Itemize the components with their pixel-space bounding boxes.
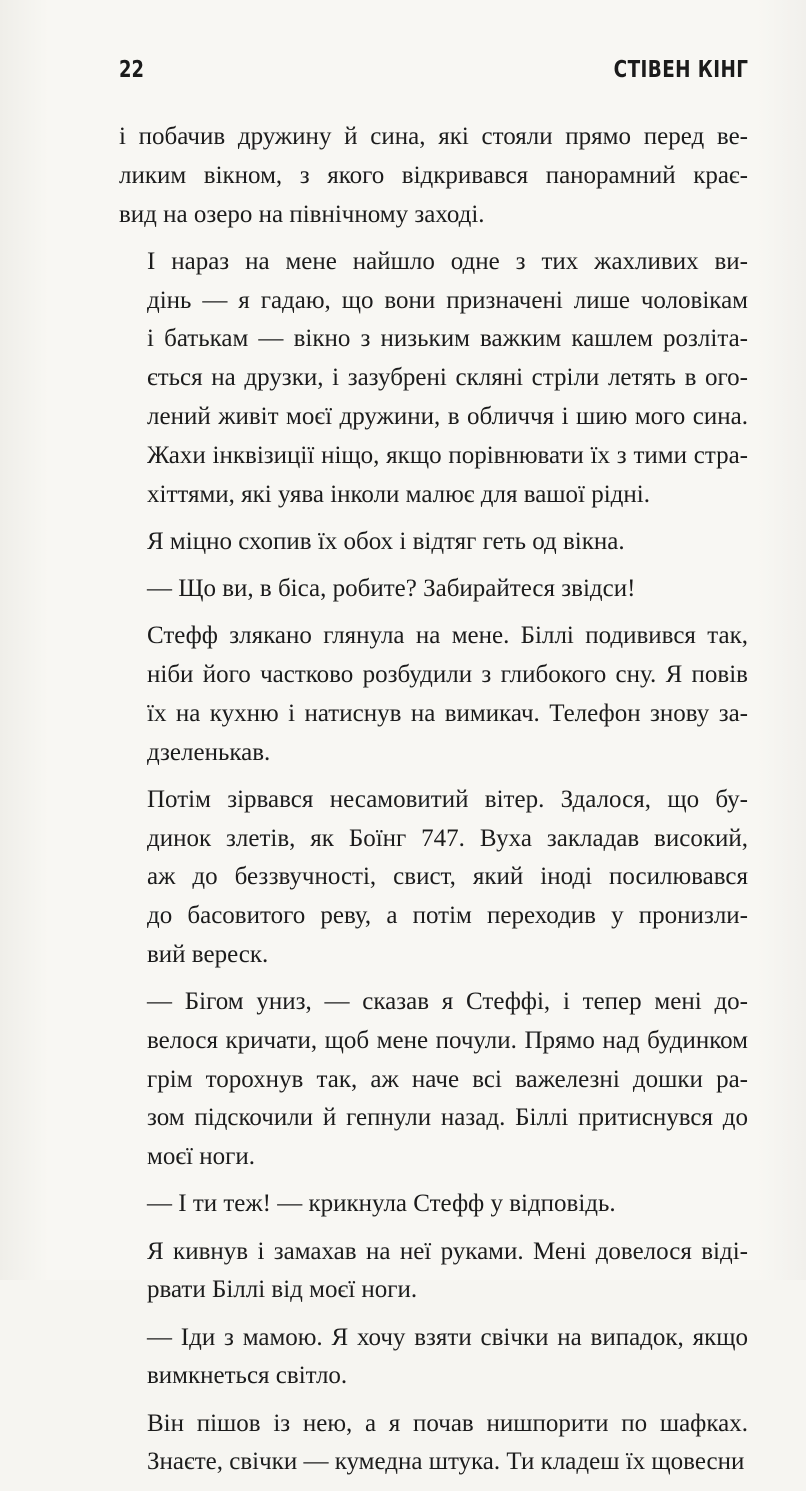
paragraph [119, 570, 748, 609]
text-line: до басовитого реву, а потім переходив у пронизли- [147, 902, 748, 930]
text-line: вид на озеро на північному заході. [119, 200, 485, 228]
text-line: дзеленькав. [147, 738, 271, 766]
text-line: — Що ви, в біса, робите? Забирайтеся звідси! [147, 574, 636, 602]
paragraph [119, 118, 748, 234]
text-line: і батькам — вікно з низьким важким кашлем розліта- [147, 325, 748, 353]
text-line: їх на кухню і натиснув на вимикач. Телефон знову за- [147, 699, 748, 727]
text-line: вий вереск. [147, 940, 269, 968]
text-line: Стефф злякано глянула на мене. Біллі подивився так, [147, 622, 748, 650]
text-line: зом підскочили й гепнули назад. Біллі притиснувся до [147, 1104, 748, 1132]
text-line: Потім зірвався несамовитий вітер. Здалося, що бу- [147, 785, 748, 813]
text-line: грім торохнув так, аж наче всі важелезні дошки ра- [147, 1065, 748, 1093]
body-text [119, 118, 748, 1491]
text-line: ніби його частково розбудили з глибокого сну. Я повів [147, 660, 748, 688]
text-line: Знаєте, свічки — кумедна штука. Ти кладеш їх щовесни [147, 1448, 745, 1476]
text-line: — Бігом униз, — сказав я Стеффі, і тепер мені до- [147, 988, 748, 1016]
text-line: моєї ноги. [147, 1143, 256, 1171]
text-line: лений живіт моєї дружини, в обличчя і шию мого сина. [147, 402, 748, 430]
paragraph [119, 1233, 748, 1311]
paragraph [119, 243, 748, 515]
paragraph [119, 983, 748, 1177]
text-line: — Іди з мамою. Я хочу взяти свічки на випадок, якщо [147, 1323, 748, 1351]
paragraph [119, 781, 748, 975]
text-line: велося кричати, щоб мене почули. Прямо над будинком [147, 1026, 748, 1054]
text-line: ликим вікном, з якого відкривався панорамний крає- [119, 161, 748, 189]
page-header [119, 55, 748, 89]
text-line: і побачив дружину й сина, які стояли прямо перед ве- [119, 123, 748, 150]
text-line: Він пішов із нею, а я почав нишпорити по шафках. [147, 1409, 748, 1437]
text-line: дінь — я гадаю, що вони призначені лише чоловікам [147, 286, 748, 314]
text-line: вимкнеться світло. [147, 1362, 348, 1390]
text-line: І нараз на мене найшло одне з тих жахливих ви- [147, 247, 748, 275]
text-line: динок злетів, як Боїнг 747. Вуха закладав високий, [147, 824, 748, 852]
text-line: Жахи інквізиції ніщо, якщо порівнювати їх з тими стра- [147, 441, 748, 469]
text-line: хіттями, які уява інколи малює для вашої рідні. [147, 480, 650, 508]
paragraph [119, 523, 748, 562]
paragraph [119, 1405, 748, 1483]
text-line: рвати Біллі від моєї ноги. [147, 1276, 418, 1304]
text-line: аж до беззвучності, свист, який іноді посилювався [147, 863, 748, 891]
text-line: Я кивнув і замахав на неї руками. Мені довелося віді- [147, 1237, 748, 1265]
paragraph [119, 1319, 748, 1397]
text-line: — І ти теж! — крикнула Стефф у відповідь. [147, 1190, 616, 1218]
paragraph [119, 1185, 748, 1224]
running-head-author: СТІВЕН КІНГ [613, 57, 748, 83]
paragraph [119, 617, 748, 772]
page-number: 22 [119, 57, 144, 83]
text-line: ється на друзки, і зазубрені скляні стріли летять в ого- [147, 364, 748, 392]
text-line: Я міцно схопив їх обох і відтяг геть од вікна. [147, 527, 625, 555]
